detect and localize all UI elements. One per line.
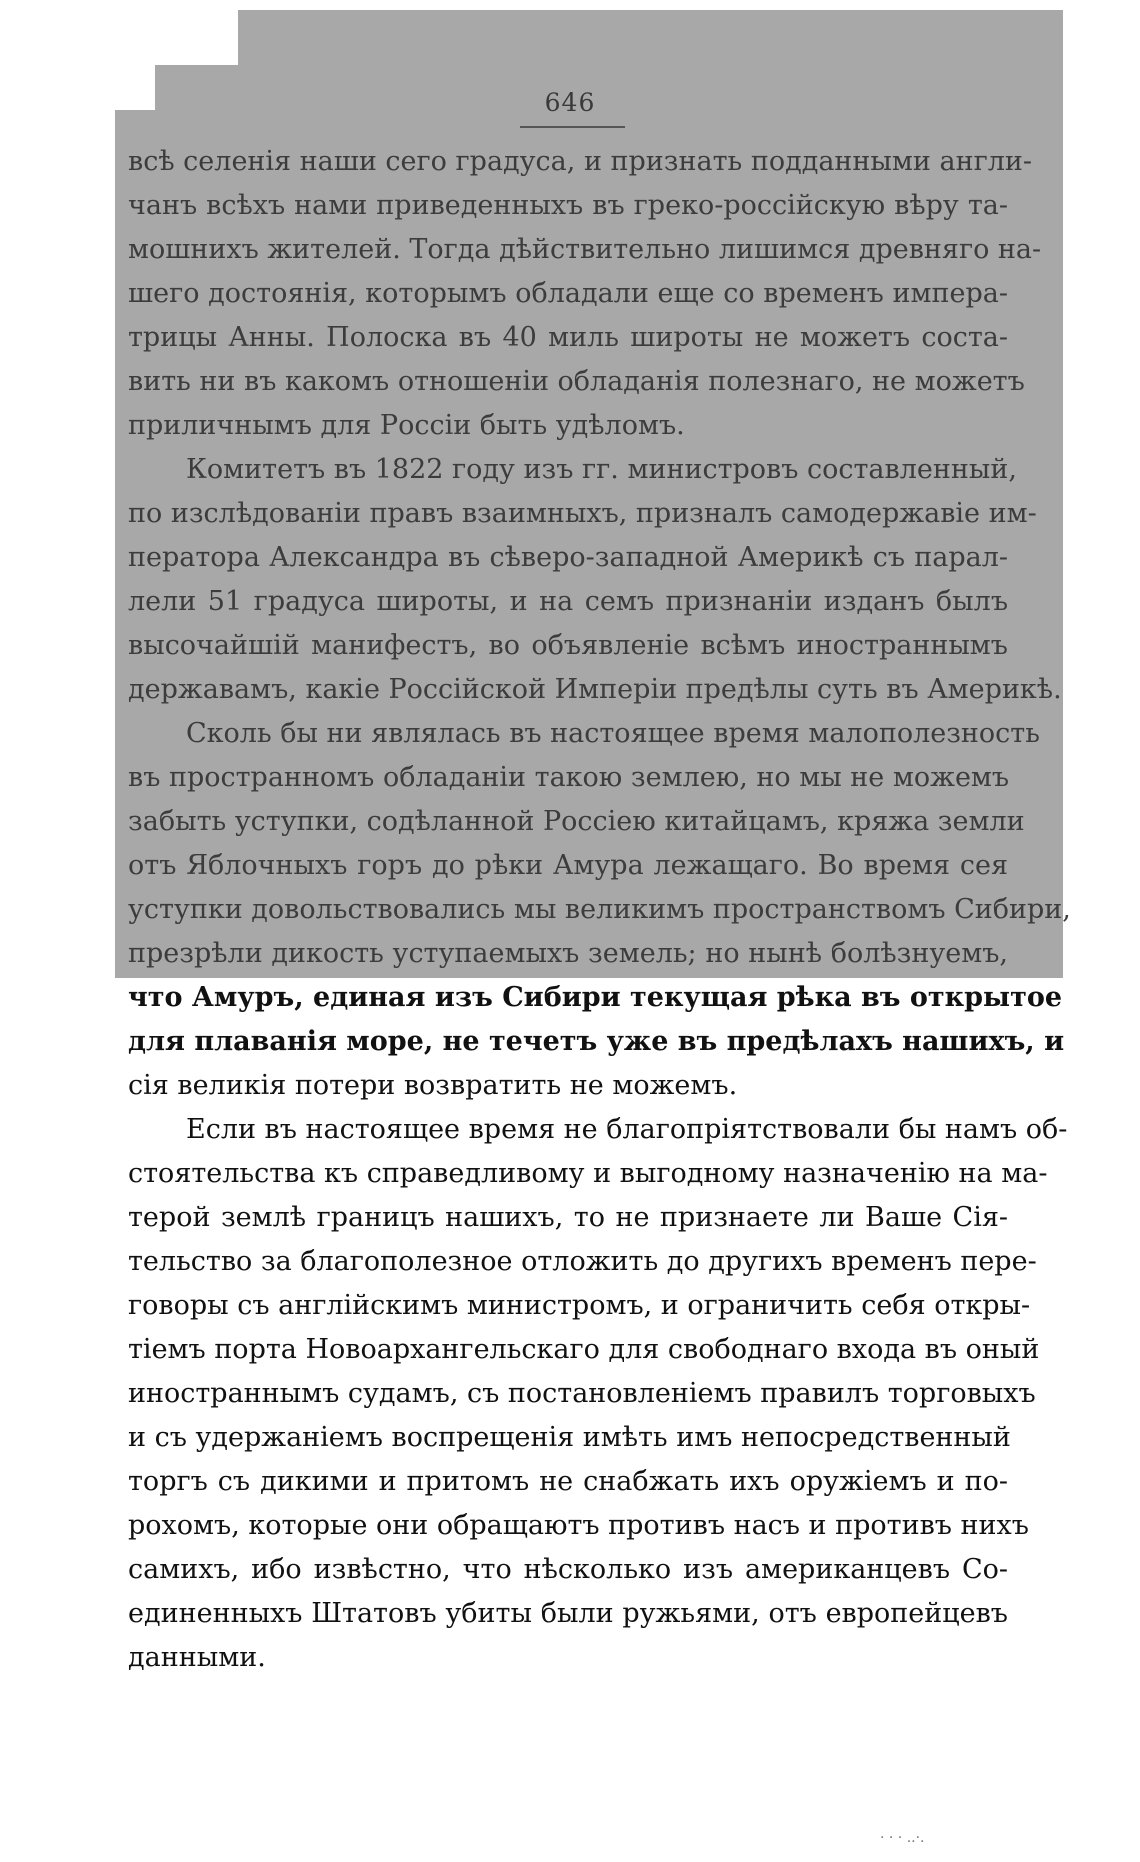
- text-line: въ пространномъ обладаніи такою землею, но мы не можемъ: [128, 762, 1010, 793]
- text-line: чанъ всѣхъ нами приведенныхъ въ греко-россійскую вѣру та-: [128, 190, 1008, 221]
- text-line: презрѣли дикость уступаемыхъ земель; но нынѣ болѣзнуемъ,: [128, 938, 1008, 969]
- text-line: ператора Александра въ сѣверо-западной Америкѣ съ парал-: [128, 542, 1008, 573]
- page-number: 646: [544, 88, 596, 117]
- text-line: уступки довольствовались мы великимъ пространствомъ Сибири,: [128, 894, 1071, 925]
- text-line: приличнымъ для Россіи быть удѣломъ.: [128, 410, 685, 441]
- text-line: для плаванія море, не течетъ уже въ предѣлахъ нашихъ, и: [128, 1026, 1065, 1057]
- text-line: что Амуръ, единая изъ Сибири текущая рѣка въ открытое: [128, 982, 1063, 1013]
- text-line: тельство за благополезное отложить до другихъ временъ пере-: [128, 1246, 1037, 1277]
- text-line: говоры съ англійскимъ министромъ, и ограничить себя откры-: [128, 1290, 1031, 1321]
- text-line: данными.: [128, 1642, 266, 1673]
- text-line: рохомъ, которые они обращаютъ противъ насъ и противъ нихъ: [128, 1510, 1029, 1541]
- text-line: Комитетъ въ 1822 году изъ гг. министровъ составленный,: [186, 454, 1017, 485]
- text-line: единенныхъ Штатовъ убиты были ружьями, отъ европейцевъ: [128, 1598, 1008, 1629]
- text-line: сія великія потери возвратить не можемъ.: [128, 1070, 738, 1101]
- text-line: мошнихъ жителей. Тогда дѣйствительно лишимся древняго на-: [128, 234, 1042, 265]
- text-line: по изслѣдованіи правъ взаимныхъ, призналъ самодержавіе им-: [128, 498, 1037, 529]
- text-line: державамъ, какіе Россійской Имперіи предѣлы суть въ Америкѣ.: [128, 674, 1062, 705]
- text-line: и съ удержаніемъ воспрещенія имѣть имъ непосредственный: [128, 1422, 1011, 1453]
- text-line: лели 51 градуса широты, и на семъ признаніи изданъ былъ: [128, 586, 1008, 617]
- scan-specks: · · · ..·.: [880, 1830, 925, 1846]
- text-line: терой землѣ границъ нашихъ, то не признаете ли Ваше Сія-: [128, 1202, 1008, 1233]
- text-line: вить ни въ какомъ отношеніи обладанія полезнаго, не можетъ: [128, 366, 1025, 397]
- text-line: Если въ настоящее время не благопріятствовали бы намъ об-: [186, 1114, 1068, 1145]
- text-line: шего достоянія, которымъ обладали еще со временъ импера-: [128, 278, 1008, 309]
- text-line: торгъ съ дикими и притомъ не снабжать ихъ оружіемъ и по-: [128, 1466, 1008, 1497]
- text-line: тіемъ порта Новоархангельскаго для свободнаго входа въ оный: [128, 1334, 1040, 1365]
- text-line: Сколь бы ни являлась въ настоящее время малополезность: [186, 718, 1040, 749]
- text-line: трицы Анны. Полоска въ 40 миль широты не можетъ соста-: [128, 322, 1008, 353]
- text-line: отъ Яблочныхъ горъ до рѣки Амура лежащаго. Во время сея: [128, 850, 1008, 881]
- text-line: иностраннымъ судамъ, съ постановленіемъ правилъ торговыхъ: [128, 1378, 1036, 1409]
- text-line: всѣ селенія наши сего градуса, и признать подданными англи-: [128, 146, 1032, 177]
- text-line: высочайшій манифестъ, во объявленіе всѣмъ иностраннымъ: [128, 630, 1008, 661]
- shade-notch-top-left: [115, 10, 238, 65]
- text-line: забыть уступки, содѣланной Россіею китайцамъ, кряжа земли: [128, 806, 1025, 837]
- text-line: самихъ, ибо извѣстно, что нѣсколько изъ американцевъ Со-: [128, 1554, 1008, 1585]
- page-number-rule: [520, 126, 625, 128]
- text-line: стоятельства къ справедливому и выгодному назначенію на ма-: [128, 1158, 1048, 1189]
